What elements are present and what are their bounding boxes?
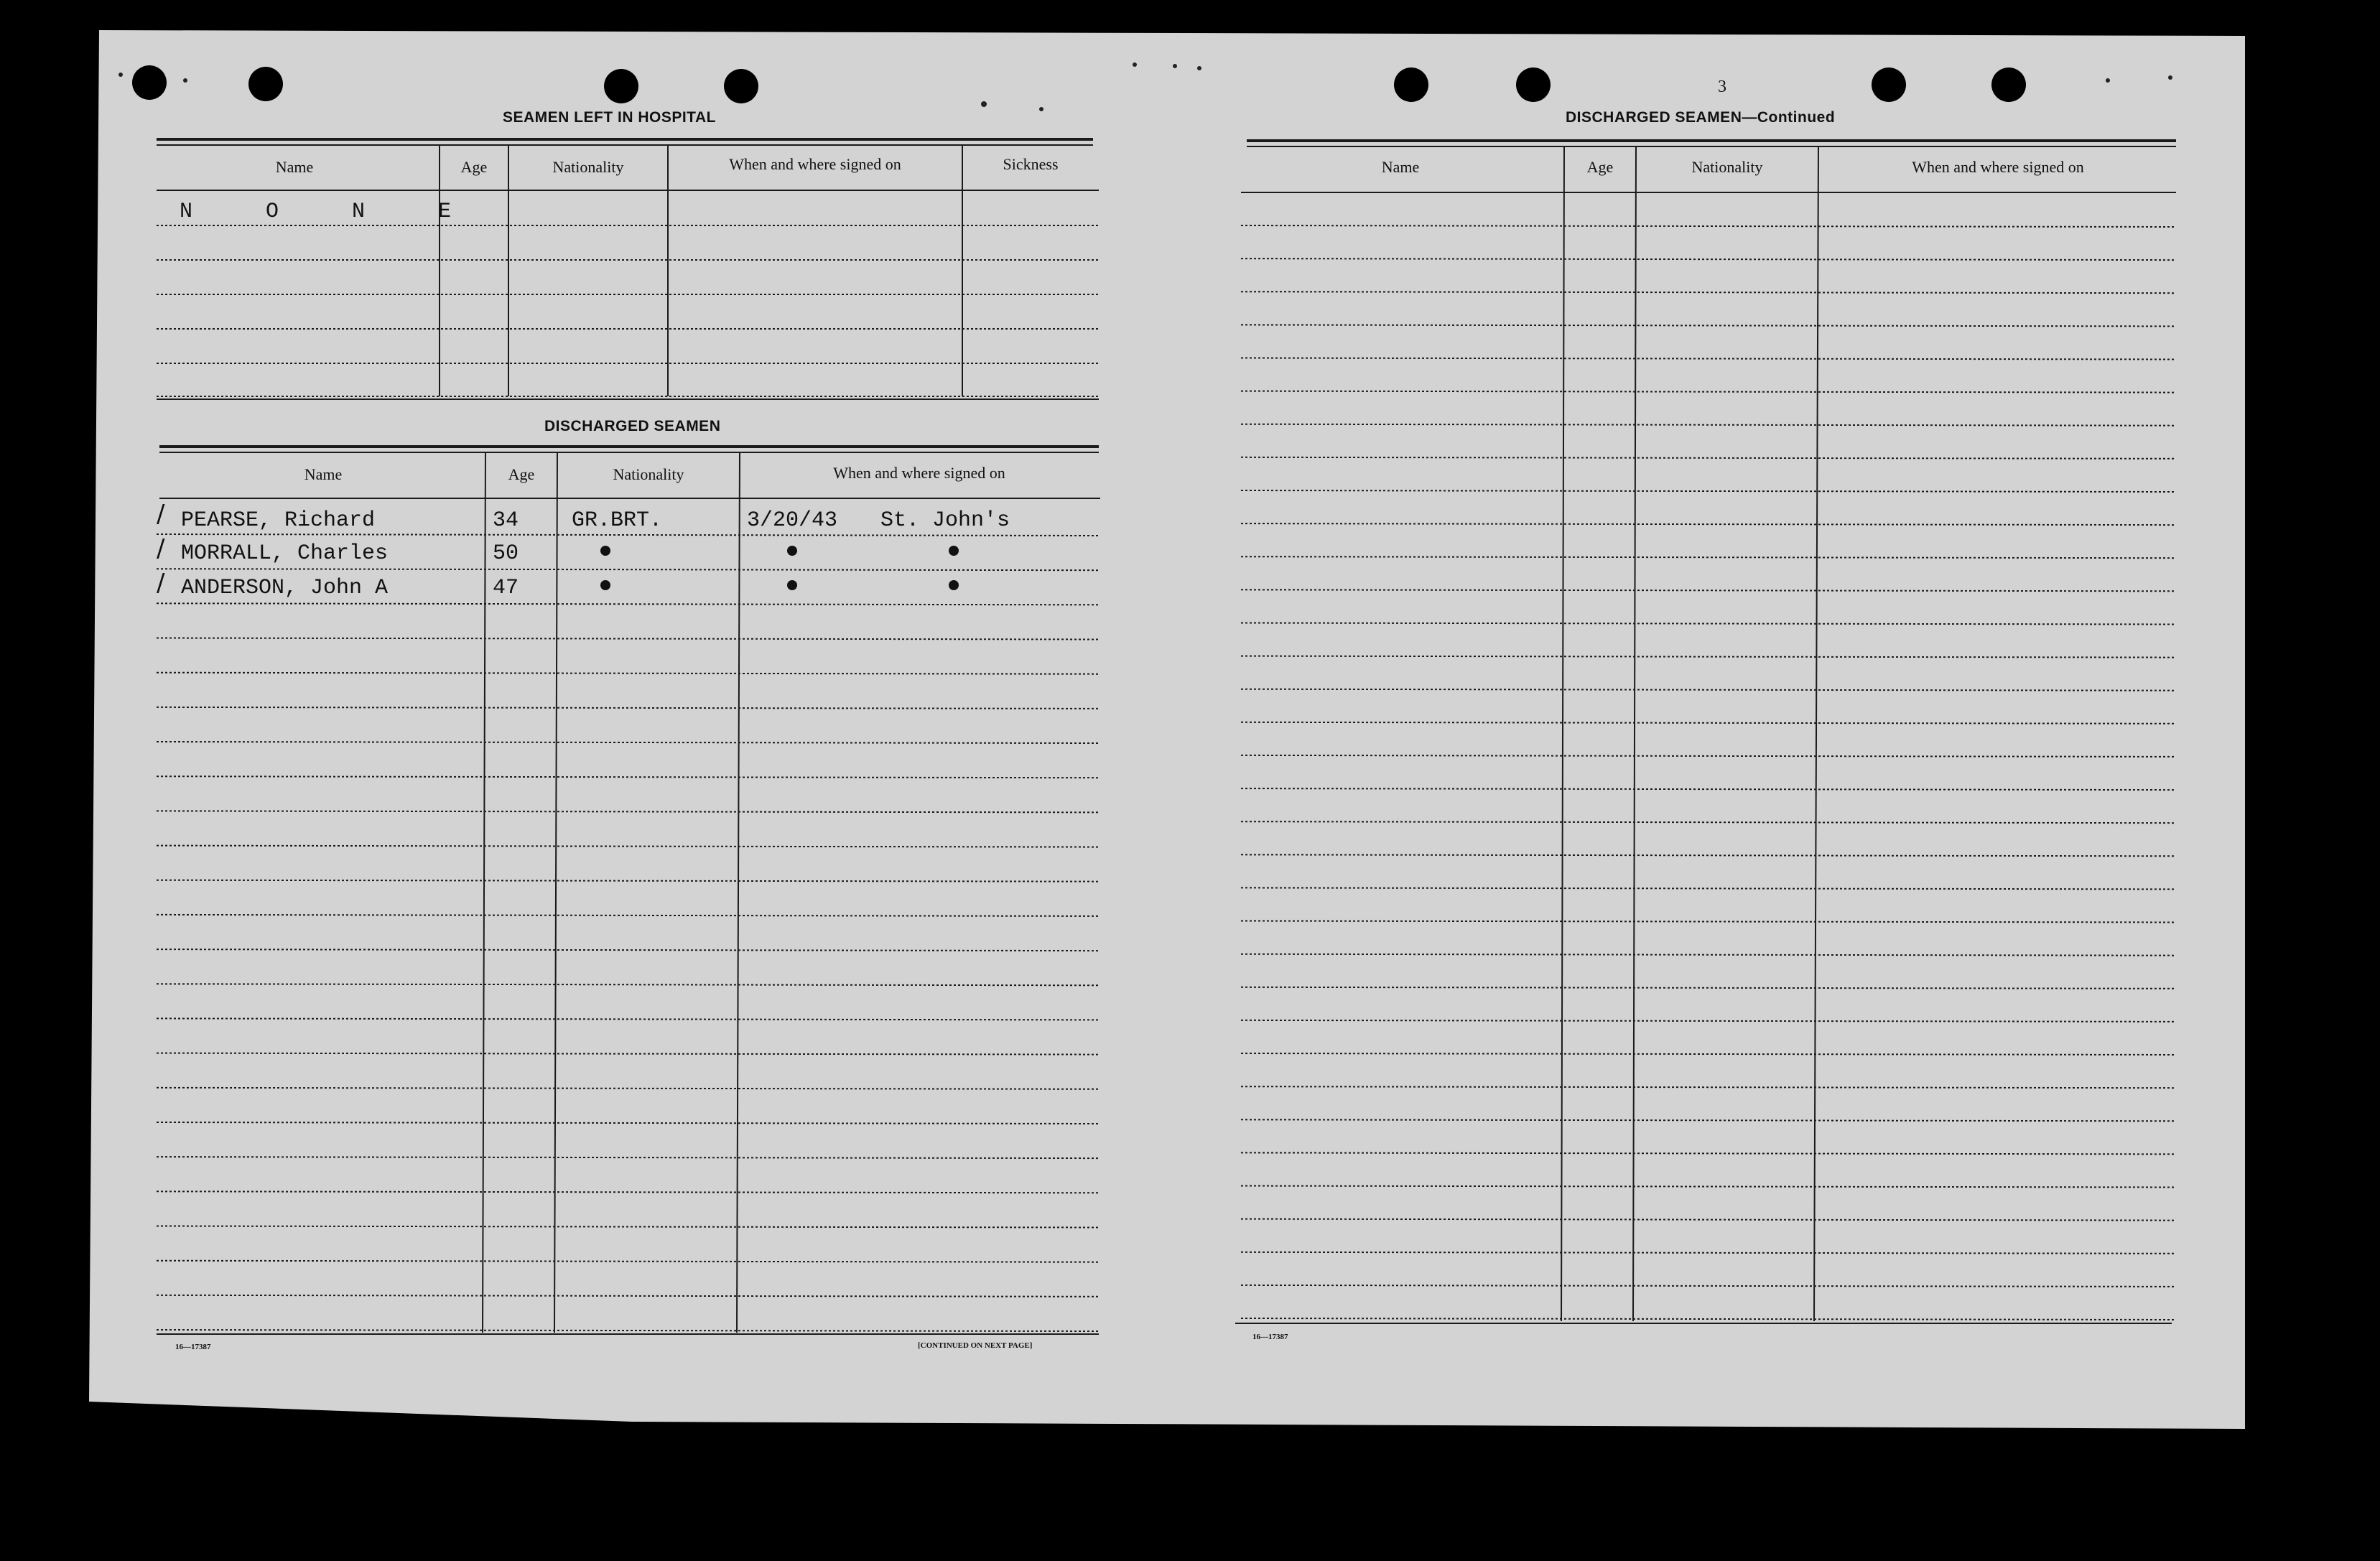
signed-on-place-ditto: " [949, 537, 959, 555]
page-number: 3 [1718, 78, 1726, 96]
seaman-nationality-ditto: " [600, 572, 610, 590]
discharged-col-nationality: Nationality [613, 465, 684, 483]
row-check-mark: / [157, 534, 165, 563]
right-col-signed-on: When and where signed on [1912, 158, 2084, 176]
right-col-age: Age [1586, 158, 1614, 176]
hospital-section-title: SEAMEN LEFT IN HOSPITAL [503, 109, 716, 126]
right-form-number: 16—17387 [1252, 1333, 1288, 1341]
hospital-col-name: Name [275, 158, 314, 176]
signed-on-date-ditto: " [787, 537, 797, 555]
signed-on-place: St. John's [880, 508, 1010, 533]
signed-on-place-ditto: " [949, 572, 959, 590]
seaman-age: 34 [493, 508, 519, 533]
left-form-number: 16—17387 [175, 1343, 211, 1351]
seaman-name: PEARSE, Richard [181, 508, 376, 533]
seaman-age: 47 [493, 576, 519, 600]
discharged-section-title: DISCHARGED SEAMEN [544, 418, 721, 434]
signed-on-date-ditto: " [787, 572, 797, 590]
hospital-col-age: Age [460, 158, 488, 176]
right-col-name: Name [1381, 158, 1420, 176]
row-check-mark: / [157, 500, 165, 528]
signed-on-date: 3/20/43 [747, 508, 838, 533]
discharged-col-signed-on: When and where signed on [833, 464, 1005, 482]
hospital-col-signed-on: When and where signed on [729, 155, 901, 173]
discharged-col-name: Name [304, 465, 343, 483]
discharged-col-age: Age [508, 465, 535, 483]
hospital-col-nationality: Nationality [552, 158, 624, 176]
hospital-col-sickness: Sickness [1003, 155, 1059, 173]
right-section-title: DISCHARGED SEAMEN—Continued [1566, 109, 1836, 126]
seaman-nationality: GR.BRT. [572, 508, 663, 533]
hospital-entry-none: N O N E [180, 200, 482, 224]
continued-note: [CONTINUED ON NEXT PAGE] [918, 1341, 1033, 1350]
paper-sheet [89, 30, 2245, 1429]
seaman-age: 50 [493, 541, 519, 566]
right-col-nationality: Nationality [1691, 158, 1763, 176]
row-check-mark: / [157, 569, 165, 597]
seaman-nationality-ditto: " [600, 537, 610, 555]
seaman-name: ANDERSON, John A [181, 576, 389, 600]
seaman-name: MORRALL, Charles [181, 541, 389, 566]
